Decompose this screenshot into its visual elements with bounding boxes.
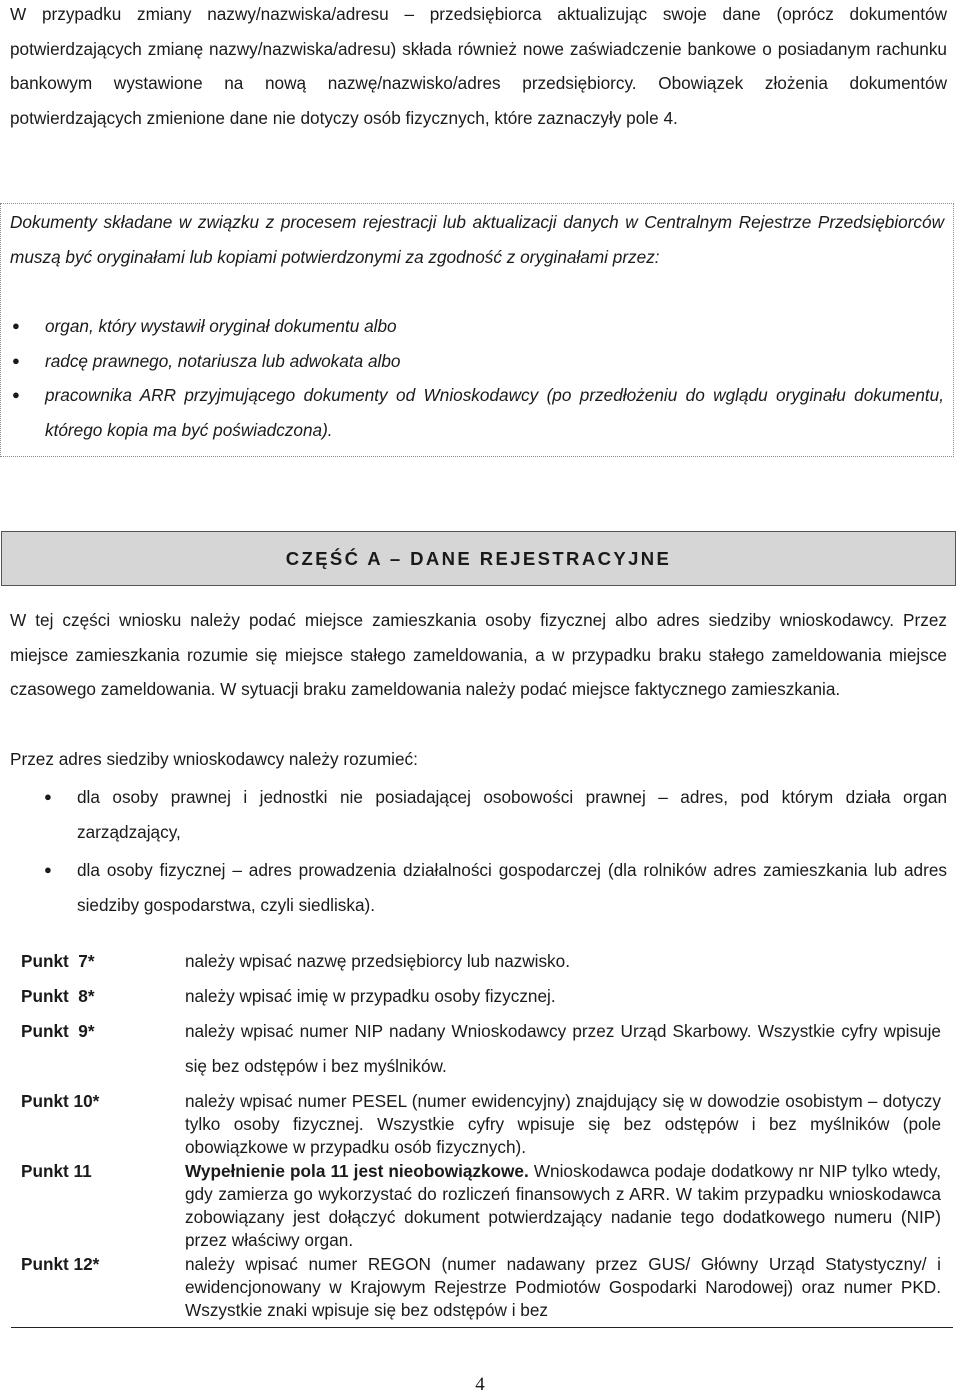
bullet-icon: ●	[44, 862, 52, 877]
page-number: 4	[475, 1374, 485, 1395]
point-label: Punkt 12*	[21, 1254, 100, 1274]
bullet-icon: ●	[12, 387, 20, 402]
list-item: ● dla osoby fizycznej – adres prowadzenia działalności gospodarczej (dla rolników adres zamieszkania lub adres siedziby gospodarstwa, czyli siedliska).	[10, 853, 947, 922]
bullet-icon: ●	[44, 789, 52, 804]
address-list	[10, 780, 947, 922]
point-label: Punkt 7*	[21, 951, 95, 971]
point-description: należy wpisać numer REGON (numer nadawany przez GUS/ Główny Urząd Statystyczny/ i ewidencjonowany w Krajowym Rejestrze Podmiotów Gospodarki Narodowej) oraz numer PKD. Wszystkie znaki wpisuje się bez odstępów i bez	[185, 1254, 941, 1320]
point-bold-text: Wypełnienie pola 11 jest nieobowiązkowe.	[185, 1161, 529, 1181]
point-label: Punkt 10*	[21, 1091, 100, 1111]
list-item: ● radcę prawnego, notariusza lub adwokata albo	[10, 344, 944, 379]
notice-list	[10, 309, 944, 447]
point-description: należy wpisać imię w przypadku osoby fizycznej.	[185, 986, 556, 1006]
bullet-icon: ●	[12, 318, 20, 333]
notice-text: Dokumenty składane w związku z procesem rejestracji lub aktualizacji danych w Centralnym Rejestrze Przedsiębiorców muszą być oryginałami lub kopiami potwierdzonymi za zgodność z oryginałami przez:	[10, 212, 944, 267]
section-a-paragraph: W tej części wniosku należy podać miejsce zamieszkania osoby fizycznej albo adres siedziby wnioskodawcy. Przez miejsce zamieszkania rozumie się miejsce stałego zameldowania, a w przypadku braku stałego zameldowania miejsce czasowego zameldowania. W sytuacji braku zameldowania należy podać miejsce faktycznego zamieszkania.	[10, 610, 947, 699]
point-label: Punkt 11	[21, 1161, 92, 1181]
point-description: należy wpisać numer NIP nadany Wnioskodawcy przez Urząd Skarbowy. Wszystkie cyfry wpisuje się bez odstępów i bez myślników.	[185, 1021, 941, 1076]
list-item: ● dla osoby prawnej i jednostki nie posiadającej osobowości prawnej – adres, pod którym działa organ zarządzający,	[10, 780, 947, 849]
section-a-header: CZĘŚĆ A – DANE REJESTRACYJNE	[1, 531, 956, 586]
point-description: Wypełnienie pola 11 jest nieobowiązkowe. Wnioskodawca podaje dodatkowy nr NIP tylko wtedy, gdy zamierza go wykorzystać do rozliczeń finansowych z ARR. W takim przypadku wnioskodawca zobowiązany jest dołączyć dokument potwierdzający nadanie tego dodatkowego numeru (NIP) przez właściwy organ.	[185, 1161, 941, 1250]
section-a-address-intro: Przez adres siedziby wnioskodawcy należy rozumieć:	[10, 749, 418, 769]
bullet-icon: ●	[12, 352, 20, 368]
point-label: Punkt 9*	[21, 1021, 95, 1041]
list-item: ● pracownika ARR przyjmującego dokumenty od Wnioskodawcy (po przedłożeniu do wglądu oryginału dokumentu, którego kopia ma być poświadczona).	[10, 378, 944, 447]
point-label: Punkt 8*	[21, 986, 95, 1006]
intro-paragraph: W przypadku zmiany nazwy/nazwiska/adresu – przedsiębiorca aktualizując swoje dane (oprócz dokumentów potwierdzających zmianę nazwy/nazwiska/adresu) składa również nowe zaświadczenie bankowe o posiadanym rachunku bankowym wystawione na nową nazwę/nazwisko/adres przedsiębiorcy. Obowiązek złożenia dokumentów potwierdzających zmienione dane nie dotyczy osób fizycznych, które zaznaczyły pole 4.	[10, 4, 947, 128]
list-item: ● organ, który wystawił oryginał dokumentu albo	[10, 309, 944, 344]
point-description: należy wpisać nazwę przedsiębiorcy lub nazwisko.	[185, 951, 570, 971]
points-table	[11, 942, 953, 1328]
point-description: należy wpisać numer PESEL (numer ewidencyjny) znajdujący się w dowodzie osobistym – dotyczy tylko osoby fizycznej. Wszystkie cyfry wpisuje się bez odstępów i bez myślników (pole obowiązkowe w przypadku osób fizycznych).	[185, 1091, 941, 1157]
